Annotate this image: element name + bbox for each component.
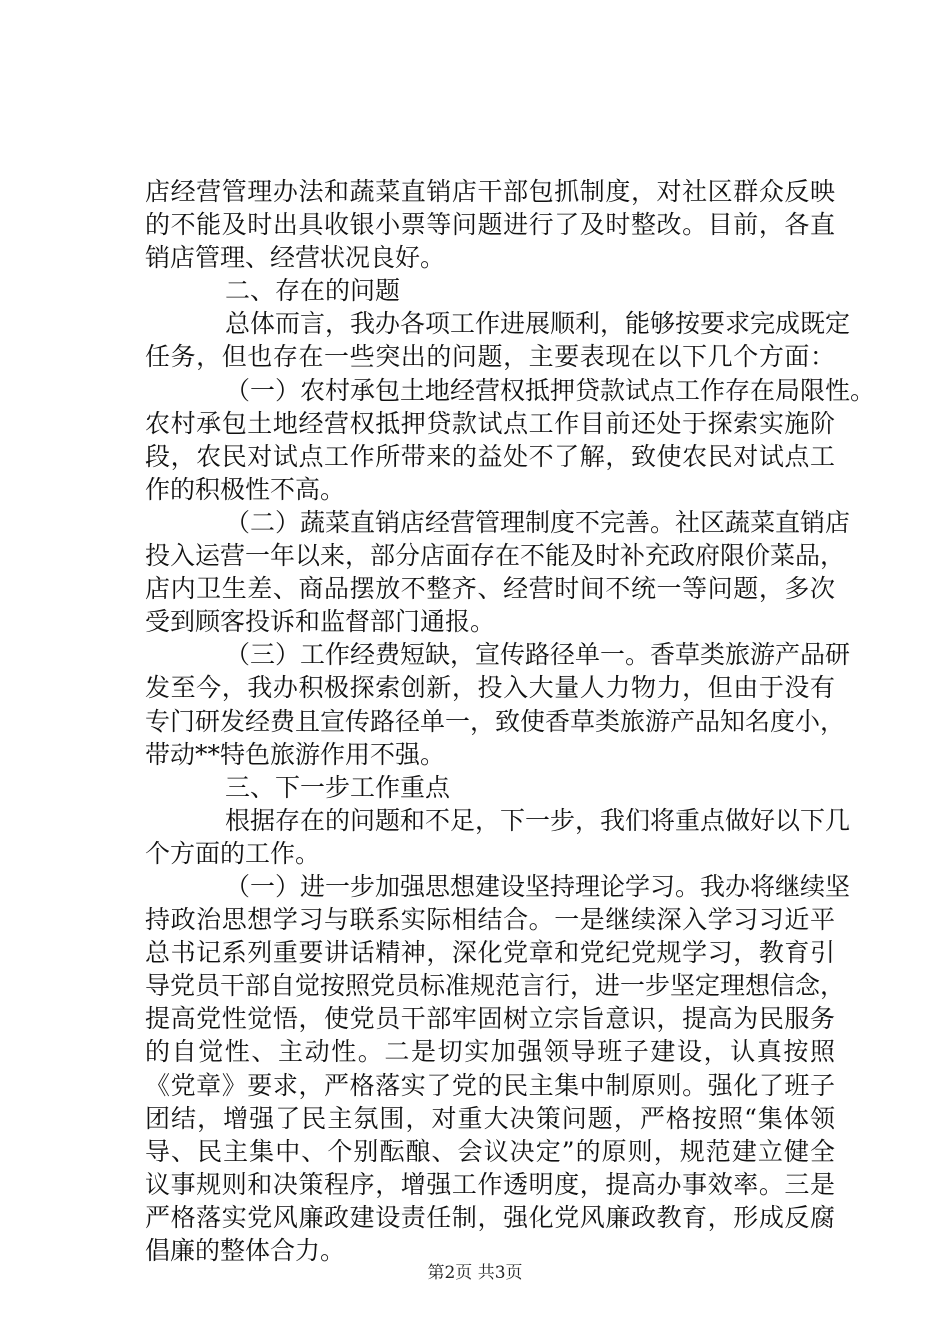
text-line: 团结，增强了民主氛围，对重大决策问题，严格按照“集体领 — [145, 1103, 835, 1133]
text-line: 议事规则和决策程序，增强工作透明度，提高办事效率。三是 — [145, 1169, 835, 1199]
text-line: 总体而言，我办各项工作进展顺利，能够按要求完成既定 — [225, 309, 851, 339]
text-line: （三）工作经费短缺，宣传路径单一。香草类旅游产品研 — [225, 640, 851, 670]
text-line: 受到顾客投诉和监督部门通报。 — [145, 607, 496, 637]
text-line: 严格落实党风廉政建设责任制，强化党风廉政教育，形成反腐 — [145, 1202, 835, 1232]
text-line: 农村承包土地经营权抵押贷款试点工作目前还处于探索实施阶 — [145, 408, 835, 438]
text-line: 作的积极性不高。 — [145, 474, 346, 504]
text-line: 任务，但也存在一些突出的问题，主要表现在以下几个方面： — [145, 342, 835, 372]
text-line: 倡廉的整体合力。 — [145, 1236, 346, 1265]
text-line: 店内卫生差、商品摆放不整齐、经营时间不统一等问题，多次 — [145, 574, 835, 604]
text-line: 《党章》要求，严格落实了党的民主集中制原则。强化了班子 — [145, 1070, 835, 1100]
text-line: 专门研发经费且宣传路径单一，致使香草类旅游产品知名度小， — [145, 706, 846, 736]
text-line: 的不能及时出具收银小票等问题进行了及时整改。目前，各直 — [145, 210, 835, 240]
text-line: （一）进一步加强思想建设坚持理论学习。我办将继续坚 — [225, 871, 851, 901]
text-line: 销店管理、经营状况良好。 — [145, 243, 446, 273]
page-number-footer: 第2页 共3页 — [427, 1263, 523, 1283]
document-body — [145, 175, 876, 1267]
text-line: （一）农村承包土地经营权抵押贷款试点工作存在局限性。 — [225, 375, 876, 405]
text-line: 的自觉性、主动性。二是切实加强领导班子建设，认真按照 — [145, 1037, 835, 1067]
text-line: 三、下一步工作重点 — [225, 772, 451, 802]
text-line: 总书记系列重要讲话精神，深化党章和党纪党规学习，教育引 — [145, 938, 835, 968]
text-line: 持政治思想学习与联系实际相结合。一是继续深入学习习近平 — [145, 905, 835, 935]
text-line: 发至今，我办积极探索创新，投入大量人力物力，但由于没有 — [145, 673, 835, 703]
text-line: 二、存在的问题 — [225, 276, 401, 306]
text-line: （二）蔬菜直销店经营管理制度不完善。社区蔬菜直销店 — [225, 507, 851, 537]
text-line: 提高党性觉悟，使党员干部牢固树立宗旨意识，提高为民服务 — [145, 1004, 835, 1034]
text-line: 根据存在的问题和不足，下一步，我们将重点做好以下几 — [225, 805, 851, 835]
text-line: 带动**特色旅游作用不强。 — [145, 739, 446, 769]
text-line: 导党员干部自觉按照党员标准规范言行，进一步坚定理想信念， — [145, 971, 846, 1001]
text-line: 导、民主集中、个别酝酿、会议决定”的原则，规范建立健全 — [145, 1136, 835, 1166]
text-line: 店经营管理办法和蔬菜直销店干部包抓制度，对社区群众反映 — [145, 177, 835, 206]
text-line: 段，农民对试点工作所带来的益处不了解，致使农民对试点工 — [145, 441, 835, 471]
text-line: 个方面的工作。 — [145, 838, 321, 868]
text-line: 投入运营一年以来，部分店面存在不能及时补充政府限价菜品， — [145, 541, 846, 571]
